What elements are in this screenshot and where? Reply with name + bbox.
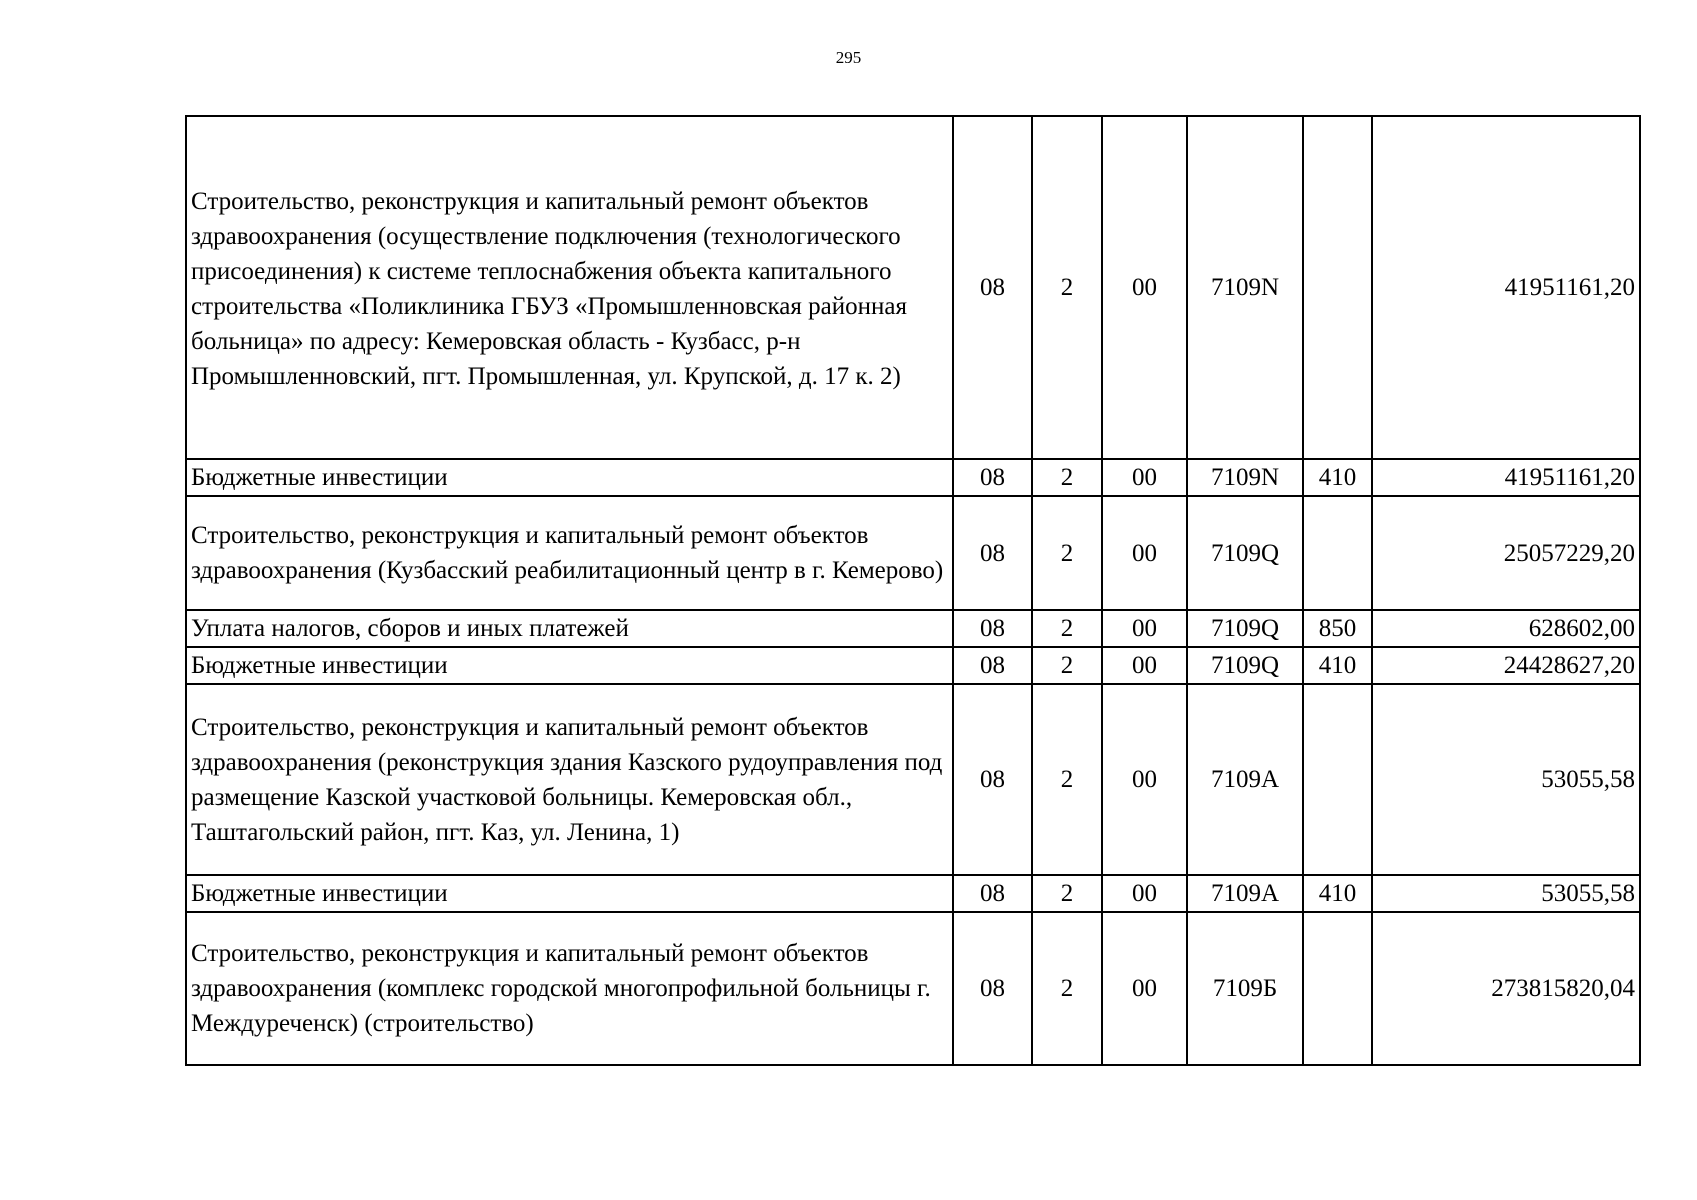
expense-type-code: 410 bbox=[1303, 875, 1372, 912]
direction-code: 7109Q bbox=[1187, 496, 1303, 610]
subprogram-code: 00 bbox=[1102, 912, 1187, 1065]
table-row bbox=[186, 875, 1640, 912]
subprogram-code: 00 bbox=[1102, 647, 1187, 684]
section-code: 08 bbox=[953, 647, 1032, 684]
program-code: 2 bbox=[1032, 684, 1102, 875]
direction-code: 7109Q bbox=[1187, 647, 1303, 684]
table-row bbox=[186, 459, 1640, 496]
subprogram-code: 00 bbox=[1102, 459, 1187, 496]
section-code: 08 bbox=[953, 610, 1032, 647]
amount: 25057229,20 bbox=[1372, 496, 1640, 610]
expense-name: Бюджетные инвестиции bbox=[186, 647, 953, 684]
program-code: 2 bbox=[1032, 459, 1102, 496]
expense-name: Строительство, реконструкция и капитальный ремонт объектов здравоохранения (комплекс городской многопрофильной больницы г. Междуреченск) (строительство) bbox=[186, 912, 953, 1065]
program-code: 2 bbox=[1032, 116, 1102, 459]
expense-name: Бюджетные инвестиции bbox=[186, 459, 953, 496]
expense-name: Строительство, реконструкция и капитальный ремонт объектов здравоохранения (реконструкция здания Казского рудоуправления под размещение Казской участковой больницы. Кемеровская обл., Таштагольский район, пгт. Каз, ул. Ленина, 1) bbox=[186, 684, 953, 875]
amount: 273815820,04 bbox=[1372, 912, 1640, 1065]
table-row bbox=[186, 684, 1640, 875]
subprogram-code: 00 bbox=[1102, 684, 1187, 875]
program-code: 2 bbox=[1032, 912, 1102, 1065]
table-row bbox=[186, 610, 1640, 647]
expense-name: Бюджетные инвестиции bbox=[186, 875, 953, 912]
amount: 53055,58 bbox=[1372, 875, 1640, 912]
direction-code: 7109N bbox=[1187, 459, 1303, 496]
direction-code: 7109A bbox=[1187, 684, 1303, 875]
expense-name: Строительство, реконструкция и капитальный ремонт объектов здравоохранения (Кузбасский реабилитационный центр в г. Кемерово) bbox=[186, 496, 953, 610]
page-number: 295 bbox=[835, 48, 862, 67]
amount: 41951161,20 bbox=[1372, 459, 1640, 496]
subprogram-code: 00 bbox=[1102, 496, 1187, 610]
budget-table bbox=[185, 115, 1641, 1066]
amount: 628602,00 bbox=[1372, 610, 1640, 647]
section-code: 08 bbox=[953, 684, 1032, 875]
direction-code: 7109Б bbox=[1187, 912, 1303, 1065]
amount: 41951161,20 bbox=[1372, 116, 1640, 459]
subprogram-code: 00 bbox=[1102, 116, 1187, 459]
expense-name: Строительство, реконструкция и капитальный ремонт объектов здравоохранения (осуществление подключения (технологического присоединения) к системе теплоснабжения объекта капитального строительства «Поликлиника ГБУЗ «Промышленновская районная больница» по адресу: Кемеровская область - Кузбасс, р-н Промышленновский, пгт. Промышленная, ул. Крупской, д. 17 к. 2) bbox=[186, 116, 953, 459]
subprogram-code: 00 bbox=[1102, 875, 1187, 912]
section-code: 08 bbox=[953, 875, 1032, 912]
amount: 53055,58 bbox=[1372, 684, 1640, 875]
program-code: 2 bbox=[1032, 875, 1102, 912]
table-row bbox=[186, 912, 1640, 1065]
table-row bbox=[186, 116, 1640, 459]
direction-code: 7109A bbox=[1187, 875, 1303, 912]
expense-name: Уплата налогов, сборов и иных платежей bbox=[186, 610, 953, 647]
direction-code: 7109N bbox=[1187, 116, 1303, 459]
program-code: 2 bbox=[1032, 496, 1102, 610]
amount: 24428627,20 bbox=[1372, 647, 1640, 684]
expense-type-code bbox=[1303, 684, 1372, 875]
table-row bbox=[186, 496, 1640, 610]
expense-type-code: 410 bbox=[1303, 459, 1372, 496]
subprogram-code: 00 bbox=[1102, 610, 1187, 647]
direction-code: 7109Q bbox=[1187, 610, 1303, 647]
section-code: 08 bbox=[953, 912, 1032, 1065]
expense-type-code bbox=[1303, 912, 1372, 1065]
expense-type-code bbox=[1303, 116, 1372, 459]
program-code: 2 bbox=[1032, 610, 1102, 647]
expense-type-code: 850 bbox=[1303, 610, 1372, 647]
table-row bbox=[186, 647, 1640, 684]
expense-type-code: 410 bbox=[1303, 647, 1372, 684]
expense-type-code bbox=[1303, 496, 1372, 610]
section-code: 08 bbox=[953, 496, 1032, 610]
section-code: 08 bbox=[953, 459, 1032, 496]
section-code: 08 bbox=[953, 116, 1032, 459]
program-code: 2 bbox=[1032, 647, 1102, 684]
